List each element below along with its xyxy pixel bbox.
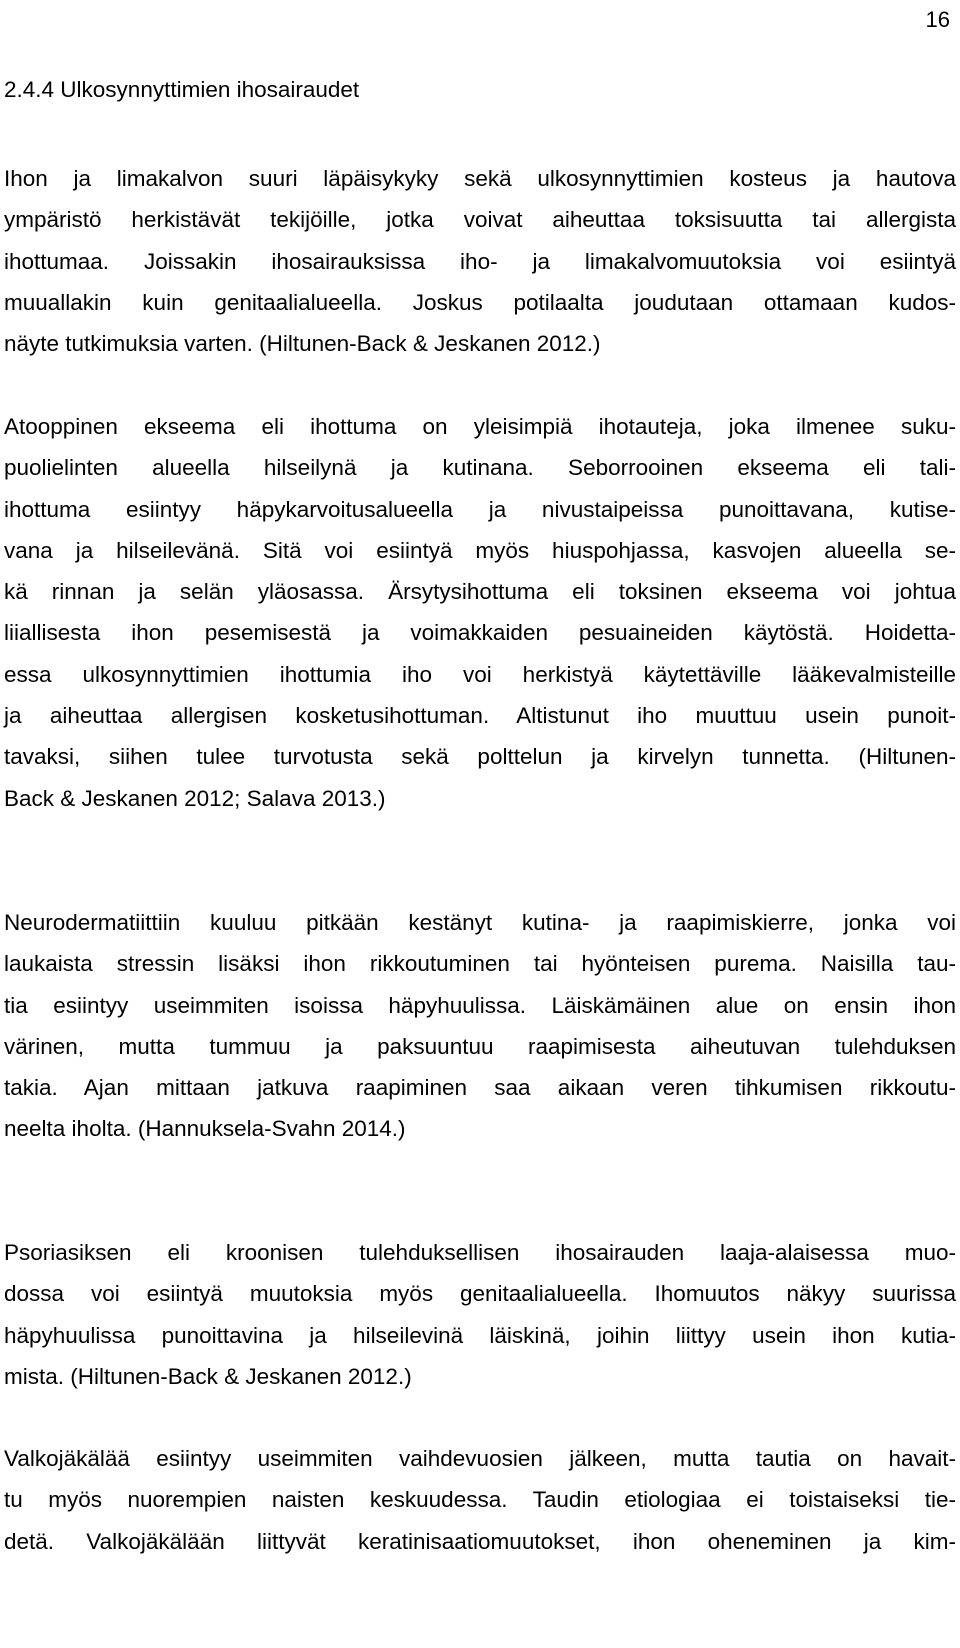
text-line: laukaista stressin lisäksi ihon rikkoutuminen tai hyönteisen purema. Naisilla tau- (4, 951, 956, 977)
text-line: neelta iholta. (Hannuksela-Svahn 2014.) (4, 1116, 406, 1142)
paragraph-neurodermatiitti (4, 902, 956, 1150)
text-line: Psoriasiksen eli kroonisen tulehduksellisen ihosairauden laaja-alaisessa muo- (4, 1240, 956, 1265)
paragraph-psoriasis (4, 1232, 956, 1397)
text-line: ihottuma esiintyy häpykarvoitusalueella ja nivustaipeissa punoittavana, kutise- (4, 496, 956, 522)
text-line: Valkojäkälää esiintyy useimmiten vaihdevuosien jälkeen, mutta tautia on havait- (4, 1446, 956, 1471)
text-line: dossa voi esiintyä muutoksia myös genitaalialueella. Ihomuutos näkyy suurissa (4, 1281, 956, 1307)
text-line: tu myös nuorempien naisten keskuudessa. Taudin etiologiaa ei toistaiseksi tie- (4, 1487, 956, 1513)
text-line: tavaksi, siihen tulee turvotusta sekä polttelun ja kirvelyn tunnetta. (Hiltunen- (4, 744, 956, 770)
text-line: tia esiintyy useimmiten isoissa häpyhuulissa. Läiskämäinen alue on ensin ihon (4, 992, 956, 1018)
section-heading: 2.4.4 Ulkosynnyttimien ihosairaudet (4, 77, 360, 102)
text-line: näyte tutkimuksia varten. (Hiltunen-Back & Jeskanen 2012.) (4, 331, 601, 357)
text-line: mista. (Hiltunen-Back & Jeskanen 2012.) (4, 1363, 412, 1389)
text-line: takia. Ajan mittaan jatkuva raapiminen saa aikaan veren tihkumisen rikkoutu- (4, 1075, 956, 1101)
text-line: liiallisesta ihon pesemisestä ja voimakkaiden pesuaineiden käytöstä. Hoidetta- (4, 620, 956, 646)
text-line: puolielinten alueella hilseilynä ja kutinana. Seborrooinen ekseema eli tali- (4, 455, 956, 481)
text-line: ja aiheuttaa allergisen kosketusihottuman. Altistunut iho muuttuu usein punoit- (4, 703, 956, 729)
text-line: detä. Valkojäkälään liittyvät keratinisaatiomuutokset, ihon oheneminen ja kim- (4, 1528, 956, 1554)
text-line: värinen, mutta tummuu ja paksuuntuu raapimisesta aiheutuvan tulehduksen (4, 1033, 956, 1059)
paragraph-ihon-limakalvo (4, 158, 956, 364)
text-line: Ihon ja limakalvon suuri läpäisykyky sekä ulkosynnyttimien kosteus ja hautova (4, 166, 956, 191)
text-line: ympäristö herkistävät tekijöille, jotka voivat aiheuttaa toksisuutta tai allergista (4, 207, 956, 233)
text-line: Atooppinen ekseema eli ihottuma on yleisimpiä ihotauteja, joka ilmenee suku- (4, 414, 956, 439)
paragraph-atooppinen-ekseema (4, 406, 956, 819)
text-line: kä rinnan ja selän yläosassa. Ärsytysihottuma eli toksinen ekseema voi johtua (4, 579, 956, 605)
text-line: häpyhuulissa punoittavina ja hilseilevinä läiskinä, joihin liittyy usein ihon kutia- (4, 1322, 956, 1348)
text-line: Neurodermatiittiin kuuluu pitkään kestänyt kutina- ja raapimiskierre, jonka voi (4, 910, 956, 935)
text-line: ihottumaa. Joissakin ihosairauksissa iho- ja limakalvomuutoksia voi esiintyä (4, 248, 956, 274)
page-number: 16 (925, 7, 950, 32)
text-line: vana ja hilseilevänä. Sitä voi esiintyä myös hiuspohjassa, kasvojen alueella se- (4, 537, 956, 563)
paragraph-valkojakala (4, 1438, 956, 1562)
text-line: Back & Jeskanen 2012; Salava 2013.) (4, 785, 386, 811)
text-line: essa ulkosynnyttimien ihottumia iho voi herkistyä käytettäville lääkevalmisteille (4, 661, 956, 687)
text-line: muuallakin kuin genitaalialueella. Joskus potilaalta joudutaan ottamaan kudos- (4, 289, 956, 315)
